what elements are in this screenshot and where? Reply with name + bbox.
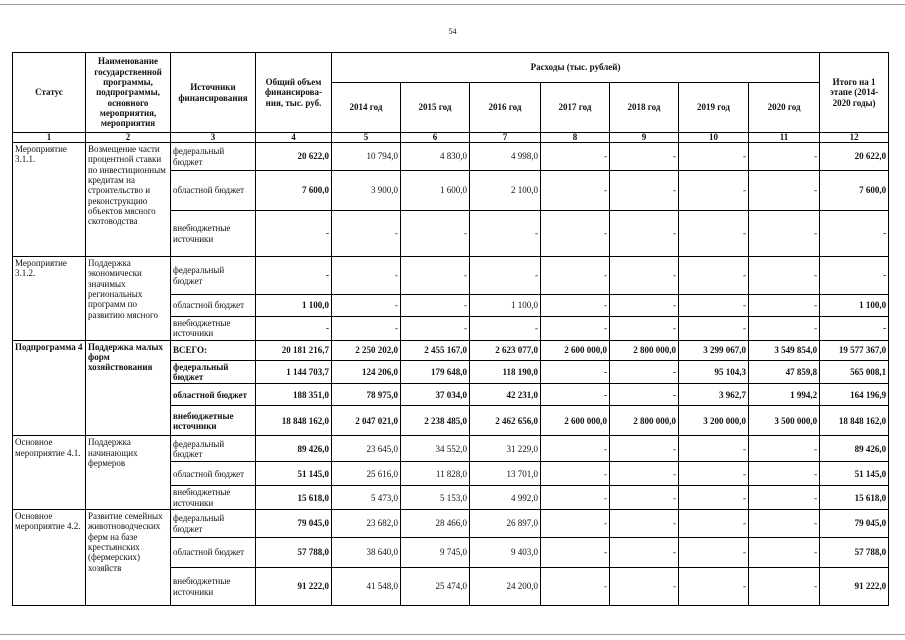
cell-value: 2 238 485,0 <box>401 406 470 436</box>
cell-value: 124 206,0 <box>332 360 401 384</box>
cell-value: 3 900,0 <box>332 171 401 211</box>
cell-value: - <box>610 171 679 211</box>
cell-value: - <box>679 171 749 211</box>
cell-value: 2 047 021,0 <box>332 406 401 436</box>
column-number: 3 <box>171 133 256 143</box>
cell-value: 3 299 067,0 <box>679 340 749 360</box>
row-source: внебюджетные источники <box>171 317 256 341</box>
cell-value: - <box>401 211 470 257</box>
header-total-volume: Общий объем финансирова-ния, тыс. руб. <box>256 53 332 133</box>
cell-value: 2 800 000,0 <box>610 406 679 436</box>
cell-value: 79 045,0 <box>820 510 889 538</box>
cell-value: - <box>610 295 679 317</box>
cell-value: - <box>820 211 889 257</box>
cell-value: 78 975,0 <box>332 384 401 406</box>
cell-value: - <box>541 295 610 317</box>
cell-value: - <box>401 295 470 317</box>
header-name: Наименование государственной программы, подпрограммы, основного мероприятия, мероприятия <box>86 53 171 133</box>
column-number: 6 <box>401 133 470 143</box>
cell-value: 25 616,0 <box>332 462 401 486</box>
cell-value: - <box>541 360 610 384</box>
column-number: 7 <box>470 133 541 143</box>
cell-value: - <box>820 317 889 341</box>
column-number: 2 <box>86 133 171 143</box>
header-year: 2017 год <box>541 83 610 133</box>
cell-value: 7 600,0 <box>256 171 332 211</box>
financing-table <box>12 52 889 606</box>
cell-value: 41 548,0 <box>332 568 401 606</box>
cell-value: - <box>749 486 820 510</box>
table-row <box>13 436 889 462</box>
cell-value: - <box>610 211 679 257</box>
cell-value: - <box>541 384 610 406</box>
cell-value: 1 994,2 <box>749 384 820 406</box>
cell-value: 15 618,0 <box>820 486 889 510</box>
cell-value: - <box>679 538 749 568</box>
column-number: 11 <box>749 133 820 143</box>
cell-value: - <box>749 257 820 295</box>
row-name: Развитие семейных животноводческих ферм на базе крестьянских (фермерских) хозяйств <box>86 510 171 606</box>
cell-value: 13 701,0 <box>470 462 541 486</box>
cell-value: - <box>332 257 401 295</box>
column-number: 12 <box>820 133 889 143</box>
row-source: ВСЕГО: <box>171 340 256 360</box>
row-source: федеральный бюджет <box>171 510 256 538</box>
cell-value: 188 351,0 <box>256 384 332 406</box>
row-source: внебюджетные источники <box>171 568 256 606</box>
cell-value: 23 645,0 <box>332 436 401 462</box>
header-sources: Источники финансирования <box>171 53 256 133</box>
row-source: внебюджетные источники <box>171 406 256 436</box>
cell-value: - <box>749 568 820 606</box>
cell-value: - <box>679 143 749 171</box>
cell-value: - <box>749 211 820 257</box>
cell-value: 89 426,0 <box>820 436 889 462</box>
header-year: 2015 год <box>401 83 470 133</box>
cell-value: 51 145,0 <box>256 462 332 486</box>
cell-value: 3 549 854,0 <box>749 340 820 360</box>
cell-value: - <box>610 462 679 486</box>
table-row <box>13 143 889 171</box>
cell-value: - <box>610 360 679 384</box>
cell-value: - <box>541 171 610 211</box>
row-source: федеральный бюджет <box>171 360 256 384</box>
cell-value: - <box>679 317 749 341</box>
row-source: областной бюджет <box>171 538 256 568</box>
cell-value: 3 200 000,0 <box>679 406 749 436</box>
row-source: областной бюджет <box>171 171 256 211</box>
table-row <box>13 257 889 295</box>
cell-value: 26 897,0 <box>470 510 541 538</box>
row-source: внебюджетные источники <box>171 211 256 257</box>
cell-value: - <box>749 317 820 341</box>
cell-value: 42 231,0 <box>470 384 541 406</box>
cell-value: - <box>610 568 679 606</box>
cell-value: - <box>610 436 679 462</box>
cell-value: - <box>541 257 610 295</box>
header-year: 2019 год <box>679 83 749 133</box>
cell-value: 18 848 162,0 <box>256 406 332 436</box>
cell-value: - <box>541 462 610 486</box>
cell-value: 2 600 000,0 <box>541 406 610 436</box>
cell-value: - <box>610 510 679 538</box>
cell-value: - <box>679 211 749 257</box>
cell-value: 20 181 216,7 <box>256 340 332 360</box>
cell-value: 47 859,8 <box>749 360 820 384</box>
page-number: 54 <box>448 27 457 36</box>
cell-value: 19 577 367,0 <box>820 340 889 360</box>
cell-value: - <box>679 568 749 606</box>
row-source: федеральный бюджет <box>171 143 256 171</box>
row-status: Основное мероприятие 4.2. <box>13 510 86 606</box>
cell-value: - <box>256 317 332 341</box>
cell-value: - <box>541 143 610 171</box>
cell-value: - <box>610 486 679 510</box>
top-scan-edge <box>0 4 905 5</box>
row-source: областной бюджет <box>171 384 256 406</box>
cell-value: - <box>256 257 332 295</box>
column-number: 10 <box>679 133 749 143</box>
header-status: Статус <box>13 53 86 133</box>
cell-value: - <box>610 143 679 171</box>
row-name: Поддержка малых форм хозяйствования <box>86 340 171 436</box>
bottom-scan-edge <box>0 634 905 635</box>
cell-value: 95 104,3 <box>679 360 749 384</box>
row-name: Возмещение части процентной ставки по инвестиционным кредитам на строительство и реконструкцию объектов мясного скотоводства <box>86 143 171 257</box>
cell-value: 25 474,0 <box>401 568 470 606</box>
header-stage-total: Итого на 1 этапе (2014-2020 годы) <box>820 53 889 133</box>
table-row <box>13 510 889 538</box>
cell-value: 5 473,0 <box>332 486 401 510</box>
row-source: внебюджетные источники <box>171 486 256 510</box>
cell-value: - <box>401 257 470 295</box>
row-source: областной бюджет <box>171 295 256 317</box>
cell-value: - <box>749 510 820 538</box>
cell-value: - <box>470 317 541 341</box>
cell-value: - <box>749 143 820 171</box>
cell-value: 11 828,0 <box>401 462 470 486</box>
row-status: Мероприятие 3.1.1. <box>13 143 86 257</box>
cell-value: 24 200,0 <box>470 568 541 606</box>
cell-value: - <box>749 462 820 486</box>
cell-value: 89 426,0 <box>256 436 332 462</box>
cell-value: 2 800 000,0 <box>610 340 679 360</box>
cell-value: 2 623 077,0 <box>470 340 541 360</box>
cell-value: 4 992,0 <box>470 486 541 510</box>
cell-value: - <box>749 436 820 462</box>
cell-value: - <box>256 211 332 257</box>
cell-value: - <box>541 538 610 568</box>
table-row <box>13 340 889 360</box>
header-year: 2014 год <box>332 83 401 133</box>
cell-value: - <box>679 486 749 510</box>
cell-value: - <box>332 317 401 341</box>
cell-value: 2 600 000,0 <box>541 340 610 360</box>
cell-value: - <box>820 257 889 295</box>
cell-value: - <box>470 257 541 295</box>
cell-value: - <box>749 295 820 317</box>
cell-value: - <box>541 510 610 538</box>
cell-value: - <box>541 436 610 462</box>
cell-value: - <box>679 295 749 317</box>
cell-value: 3 500 000,0 <box>749 406 820 436</box>
row-source: областной бюджет <box>171 462 256 486</box>
cell-value: 565 008,1 <box>820 360 889 384</box>
cell-value: 38 640,0 <box>332 538 401 568</box>
cell-value: - <box>610 257 679 295</box>
cell-value: - <box>541 486 610 510</box>
cell-value: - <box>749 171 820 211</box>
cell-value: 91 222,0 <box>820 568 889 606</box>
row-status: Подпрограмма 4 <box>13 340 86 436</box>
cell-value: - <box>679 257 749 295</box>
cell-value: 4 830,0 <box>401 143 470 171</box>
cell-value: - <box>401 317 470 341</box>
row-status: Основное мероприятие 4.1. <box>13 436 86 510</box>
cell-value: 15 618,0 <box>256 486 332 510</box>
cell-value: 28 466,0 <box>401 510 470 538</box>
cell-value: 20 622,0 <box>820 143 889 171</box>
header-year: 2020 год <box>749 83 820 133</box>
cell-value: - <box>679 436 749 462</box>
cell-value: 18 848 162,0 <box>820 406 889 436</box>
cell-value: - <box>679 462 749 486</box>
cell-value: 2 100,0 <box>470 171 541 211</box>
cell-value: 51 145,0 <box>820 462 889 486</box>
cell-value: 91 222,0 <box>256 568 332 606</box>
cell-value: 57 788,0 <box>820 538 889 568</box>
cell-value: 31 229,0 <box>470 436 541 462</box>
cell-value: 1 100,0 <box>256 295 332 317</box>
cell-value: 1 144 703,7 <box>256 360 332 384</box>
cell-value: 23 682,0 <box>332 510 401 538</box>
cell-value: 9 745,0 <box>401 538 470 568</box>
cell-value: - <box>610 538 679 568</box>
cell-value: 1 100,0 <box>820 295 889 317</box>
cell-value: 37 034,0 <box>401 384 470 406</box>
cell-value: 10 794,0 <box>332 143 401 171</box>
cell-value: - <box>332 211 401 257</box>
cell-value: 4 998,0 <box>470 143 541 171</box>
header-year: 2016 год <box>470 83 541 133</box>
cell-value: - <box>332 295 401 317</box>
header-year: 2018 год <box>610 83 679 133</box>
column-number: 1 <box>13 133 86 143</box>
cell-value: 7 600,0 <box>820 171 889 211</box>
cell-value: 34 552,0 <box>401 436 470 462</box>
cell-value: 118 190,0 <box>470 360 541 384</box>
cell-value: - <box>541 317 610 341</box>
cell-value: - <box>749 538 820 568</box>
cell-value: 5 153,0 <box>401 486 470 510</box>
row-name: Поддержка начинающих фермеров <box>86 436 171 510</box>
column-number: 4 <box>256 133 332 143</box>
cell-value: - <box>541 211 610 257</box>
column-number: 8 <box>541 133 610 143</box>
header-expenses: Расходы (тыс. рублей) <box>332 53 820 83</box>
cell-value: 2 455 167,0 <box>401 340 470 360</box>
cell-value: 164 196,9 <box>820 384 889 406</box>
cell-value: - <box>610 317 679 341</box>
column-number: 5 <box>332 133 401 143</box>
row-source: федеральный бюджет <box>171 436 256 462</box>
cell-value: 1 600,0 <box>401 171 470 211</box>
row-status: Мероприятие 3.1.2. <box>13 257 86 341</box>
cell-value: - <box>610 384 679 406</box>
cell-value: - <box>470 211 541 257</box>
column-number: 9 <box>610 133 679 143</box>
cell-value: 1 100,0 <box>470 295 541 317</box>
cell-value: 2 250 202,0 <box>332 340 401 360</box>
cell-value: 20 622,0 <box>256 143 332 171</box>
cell-value: 79 045,0 <box>256 510 332 538</box>
row-name: Поддержка экономически значимых региональных программ по развитию мясного <box>86 257 171 341</box>
cell-value: 2 462 656,0 <box>470 406 541 436</box>
cell-value: 57 788,0 <box>256 538 332 568</box>
cell-value: 3 962,7 <box>679 384 749 406</box>
cell-value: 179 648,0 <box>401 360 470 384</box>
cell-value: 9 403,0 <box>470 538 541 568</box>
cell-value: - <box>679 510 749 538</box>
cell-value: - <box>541 568 610 606</box>
row-source: федеральный бюджет <box>171 257 256 295</box>
